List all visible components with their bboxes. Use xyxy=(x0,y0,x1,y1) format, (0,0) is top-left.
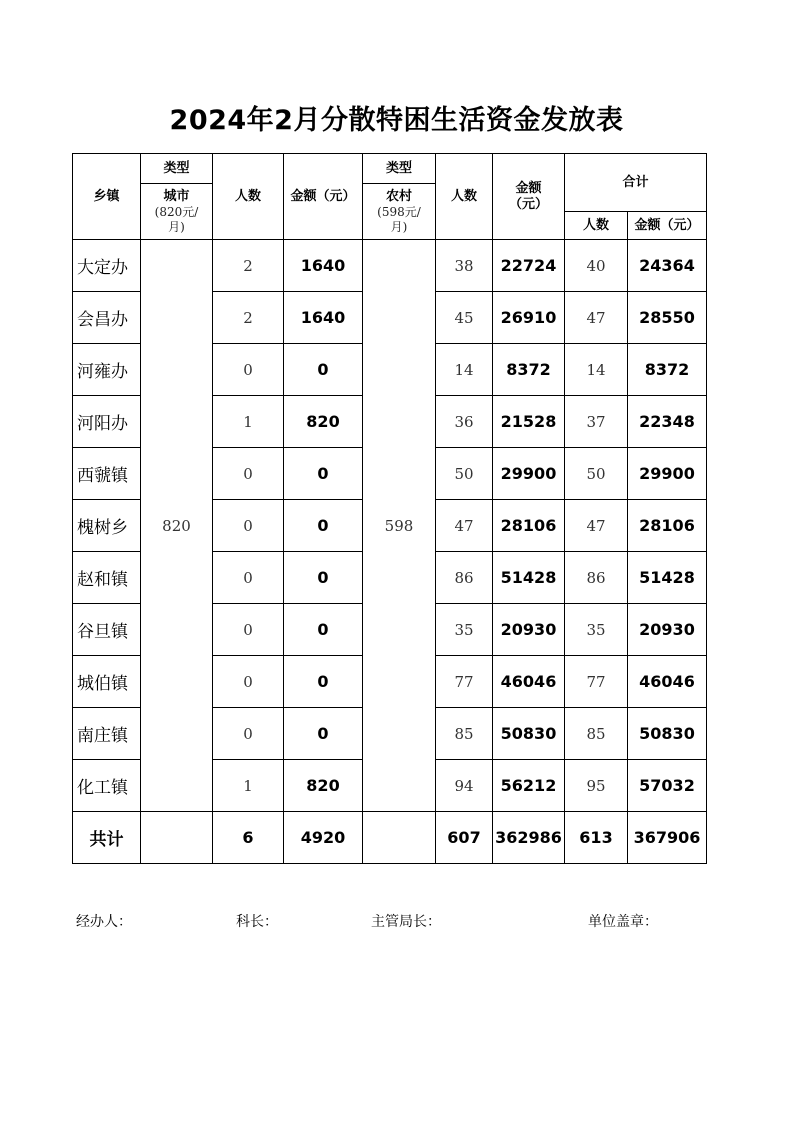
township-cell: 谷旦镇 xyxy=(73,604,141,656)
rural-count-cell: 77 xyxy=(436,656,493,708)
header-rural-count: 人数 xyxy=(436,154,493,240)
allowance-table xyxy=(72,153,707,864)
header-total: 合计 xyxy=(565,154,707,212)
header-city-count: 人数 xyxy=(213,154,284,240)
rural-amount-cell: 28106 xyxy=(493,500,565,552)
total-amount-cell: 46046 xyxy=(628,656,707,708)
city-amount-cell: 820 xyxy=(284,760,363,812)
total-amount-cell: 22348 xyxy=(628,396,707,448)
total-amount-cell: 29900 xyxy=(628,448,707,500)
rural-amount-cell: 21528 xyxy=(493,396,565,448)
city-amount-cell: 1640 xyxy=(284,240,363,292)
header-rural-amount: 金额（元） xyxy=(493,154,565,240)
total-amount-cell: 51428 xyxy=(628,552,707,604)
township-cell: 城伯镇 xyxy=(73,656,141,708)
total-amount-cell: 20930 xyxy=(628,604,707,656)
rural-count-cell: 36 xyxy=(436,396,493,448)
city-amount-cell: 0 xyxy=(284,604,363,656)
rural-amount-cell: 50830 xyxy=(493,708,565,760)
total-count-cell: 35 xyxy=(565,604,628,656)
rural-count-cell: 86 xyxy=(436,552,493,604)
totals-row xyxy=(73,812,707,864)
totals-rural-standard-empty xyxy=(363,812,436,864)
total-count-cell: 77 xyxy=(565,656,628,708)
header-city: 城市 xyxy=(163,188,190,204)
total-count-cell: 95 xyxy=(565,760,628,812)
township-cell: 化工镇 xyxy=(73,760,141,812)
city-amount-cell: 0 xyxy=(284,500,363,552)
total-count-cell: 14 xyxy=(565,344,628,396)
rural-amount-cell: 22724 xyxy=(493,240,565,292)
header-total-amount: 金额（元） xyxy=(628,212,707,240)
total-amount-cell: 8372 xyxy=(628,344,707,396)
header-rural-cell xyxy=(363,184,436,240)
city-count-cell: 0 xyxy=(213,708,284,760)
city-amount-cell: 0 xyxy=(284,656,363,708)
township-cell: 南庄镇 xyxy=(73,708,141,760)
rural-amount-cell: 26910 xyxy=(493,292,565,344)
township-cell: 河雍办 xyxy=(73,344,141,396)
header-city-amount: 金额（元） xyxy=(284,154,363,240)
page-title: 2024年2月分散特困生活资金发放表 xyxy=(169,105,624,136)
city-amount-cell: 820 xyxy=(284,396,363,448)
totals-rural-count: 607 xyxy=(436,812,493,864)
table-row xyxy=(73,240,707,292)
totals-city-standard-empty xyxy=(141,812,213,864)
city-amount-cell: 0 xyxy=(284,448,363,500)
rural-amount-cell: 20930 xyxy=(493,604,565,656)
total-count-cell: 47 xyxy=(565,500,628,552)
rural-count-cell: 14 xyxy=(436,344,493,396)
rural-count-cell: 50 xyxy=(436,448,493,500)
rural-count-cell: 38 xyxy=(436,240,493,292)
township-cell: 大定办 xyxy=(73,240,141,292)
city-count-cell: 0 xyxy=(213,344,284,396)
total-amount-cell: 24364 xyxy=(628,240,707,292)
totals-total-count: 613 xyxy=(565,812,628,864)
signature-section-chief: 科长： xyxy=(236,914,278,930)
total-count-cell: 50 xyxy=(565,448,628,500)
city-count-cell: 0 xyxy=(213,604,284,656)
rural-amount-cell: 46046 xyxy=(493,656,565,708)
city-standard-cell: 820 xyxy=(141,240,213,812)
totals-city-count: 6 xyxy=(213,812,284,864)
city-count-cell: 1 xyxy=(213,760,284,812)
city-count-cell: 2 xyxy=(213,292,284,344)
total-amount-cell: 28106 xyxy=(628,500,707,552)
total-count-cell: 40 xyxy=(565,240,628,292)
totals-city-amount: 4920 xyxy=(284,812,363,864)
city-count-cell: 1 xyxy=(213,396,284,448)
rural-count-cell: 85 xyxy=(436,708,493,760)
city-count-cell: 0 xyxy=(213,500,284,552)
signature-director: 主管局长： xyxy=(371,914,441,930)
header-rural-type: 类型 xyxy=(363,154,436,184)
header-rural: 农村 xyxy=(385,188,412,204)
rural-amount-cell: 29900 xyxy=(493,448,565,500)
signature-handler: 经办人： xyxy=(76,914,132,930)
total-amount-cell: 50830 xyxy=(628,708,707,760)
city-amount-cell: 1640 xyxy=(284,292,363,344)
total-count-cell: 85 xyxy=(565,708,628,760)
header-township: 乡镇 xyxy=(73,154,141,240)
total-amount-cell: 57032 xyxy=(628,760,707,812)
rural-standard-cell: 598 xyxy=(363,240,436,812)
city-count-cell: 0 xyxy=(213,656,284,708)
totals-total-amount: 367906 xyxy=(628,812,707,864)
city-count-cell: 2 xyxy=(213,240,284,292)
total-count-cell: 37 xyxy=(565,396,628,448)
header-rural-rate: (598元/月) xyxy=(377,204,421,234)
signature-seal: 单位盖章： xyxy=(588,914,658,930)
rural-amount-cell: 56212 xyxy=(493,760,565,812)
total-amount-cell: 28550 xyxy=(628,292,707,344)
rural-count-cell: 35 xyxy=(436,604,493,656)
header-city-cell xyxy=(141,184,213,240)
rural-count-cell: 47 xyxy=(436,500,493,552)
header-city-rate: (820元/月) xyxy=(154,204,199,234)
township-cell: 会昌办 xyxy=(73,292,141,344)
header-city-type: 类型 xyxy=(141,154,213,184)
city-amount-cell: 0 xyxy=(284,552,363,604)
rural-count-cell: 94 xyxy=(436,760,493,812)
total-count-cell: 86 xyxy=(565,552,628,604)
city-amount-cell: 0 xyxy=(284,708,363,760)
city-amount-cell: 0 xyxy=(284,344,363,396)
rural-amount-cell: 8372 xyxy=(493,344,565,396)
rural-amount-cell: 51428 xyxy=(493,552,565,604)
totals-rural-amount: 362986 xyxy=(493,812,565,864)
header-total-count: 人数 xyxy=(565,212,628,240)
township-cell: 西虢镇 xyxy=(73,448,141,500)
totals-label: 共计 xyxy=(73,812,141,864)
city-count-cell: 0 xyxy=(213,552,284,604)
rural-count-cell: 45 xyxy=(436,292,493,344)
township-cell: 河阳办 xyxy=(73,396,141,448)
city-count-cell: 0 xyxy=(213,448,284,500)
township-cell: 槐树乡 xyxy=(73,500,141,552)
total-count-cell: 47 xyxy=(565,292,628,344)
township-cell: 赵和镇 xyxy=(73,552,141,604)
